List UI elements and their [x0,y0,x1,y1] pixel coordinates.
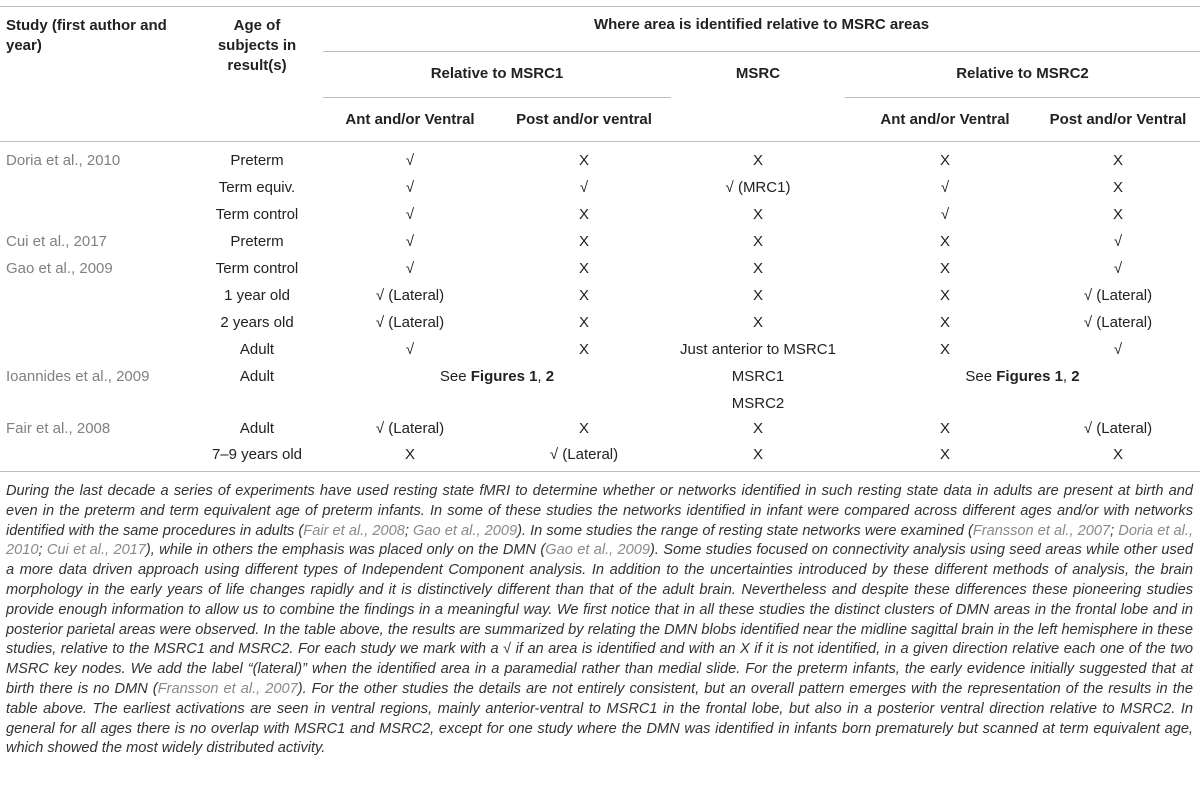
header-rule [0,141,1200,142]
age-cell: Preterm [230,233,284,250]
msrc-cell: X [752,233,763,250]
caption-text: ; [404,522,414,539]
msrc2-ant-cell: X [939,260,950,277]
msrc2-ant-cell: X [939,314,950,331]
table-row [0,415,1200,442]
msrc2-ant-cell: X [939,341,950,358]
caption-text: ). In some studies the range of resting state networks were examined ( [517,522,973,539]
where-rule [323,51,1200,52]
header-msrc: MSRC [735,65,781,82]
msrc2-ant-cell: √ [940,179,950,196]
citation-link[interactable]: Gao et al., 2009 [413,522,518,539]
msrc1-post-cell: √ (Lateral) [549,446,619,463]
age-cell: Adult [239,368,275,385]
study-cell: Ioannides et al., 2009 [6,368,150,385]
msrc1-post-cell: X [578,206,589,223]
msrc-cell: X [752,314,763,331]
header-relative-msrc2: Relative to MSRC2 [956,65,1089,82]
msrc1-ant-cell: √ (Lateral) [375,420,445,437]
citation-link[interactable]: Gao et al., 2009 [545,542,651,559]
age-cell: Term control [215,260,299,277]
age-cell: Term control [215,206,299,223]
study-cell: Cui et al., 2017 [6,233,107,250]
msrc1-post-cell: X [578,314,589,331]
msrc-cell: Just anterior to MSRC1 [680,341,836,358]
msrc1-post-cell: X [578,287,589,304]
header-where: Where area is identified relative to MSRC areas [593,16,930,33]
msrc-cell: X [752,420,763,437]
header-msrc2-post: Post and/or Ventral [1049,111,1187,128]
bottom-rule [0,471,1200,472]
msrc-cell: X [752,446,763,463]
table-row [0,174,1200,201]
table-row [0,363,1200,417]
table-row [0,309,1200,336]
header-relative-msrc1: Relative to MSRC1 [430,65,564,82]
table-row [0,201,1200,228]
caption-text: ; [38,542,47,559]
msrc2-ant-cell: X [939,233,950,250]
msrc2-post-cell: √ [1113,233,1123,250]
msrc1-ant-cell: √ [405,260,415,277]
msrc1-post-cell: X [578,420,589,437]
msrc1-ant-cell: √ [405,341,415,358]
msrc1-post-cell: X [578,260,589,277]
table-caption [6,482,1193,759]
msrc2-ant-cell: √ [940,206,950,223]
top-rule [0,6,1200,7]
citation-link[interactable]: Fransson et al., 2007 [157,680,298,697]
table-row [0,255,1200,282]
age-cell: 7–9 years old [211,446,303,463]
msrc2-ant-cell: X [939,152,950,169]
msrc1-ant-cell: X [404,446,415,463]
msrc-cell: X [752,287,763,304]
age-cell: 1 year old [224,287,290,304]
header-msrc2-ant: Ant and/or Ventral [880,111,1010,128]
msrc1-ant-cell: √ (Lateral) [375,287,445,304]
caption-text: ; [1110,522,1119,539]
msrc2-ant-cell: X [939,446,950,463]
study-cell: Doria et al., 2010 [6,152,121,169]
msrc2-post-cell: X [1112,152,1123,169]
table-row [0,441,1200,468]
msrc2-post-cell: X [1112,206,1123,223]
msrc2-post-cell: √ (Lateral) [1083,420,1153,437]
msrc2-post-cell: X [1112,179,1123,196]
msrc-cell-second: MSRC2 [731,395,785,412]
msrc-cell: √ (MRC1) [725,179,791,196]
msrc1-ant-cell: √ [405,152,415,169]
age-cell: Term equiv. [218,179,296,196]
msrc1-post-cell: X [578,341,589,358]
msrc2-ant-cell: X [939,420,950,437]
msrc1-ant-cell: √ [405,206,415,223]
relative-rule-1 [323,97,671,98]
age-cell: Adult [239,341,275,358]
table-row [0,228,1200,255]
age-cell: Preterm [230,152,284,169]
figure-ref: 2 [545,368,555,385]
age-cell: Adult [239,420,275,437]
study-cell: Fair et al., 2008 [6,420,111,437]
figure-ref: Figures 1 [470,368,538,385]
see-separator: , [1062,368,1072,385]
citation-link[interactable]: Cui et al., 2017 [46,542,146,559]
figure-ref: Figures 1 [996,368,1063,385]
citation-link[interactable]: Fransson et al., 2007 [972,522,1111,539]
citation-link[interactable]: Doria et al., 2010 [6,522,1194,559]
caption-text: ). For the other studies the details are not entirely consistent, but an overall pattern emerges with the representation of the results in the table above. The earliest activations are seen in ventral regions, mainly anterior-ventral to MSRC1 in the frontal lobe, but also in a posterior ventral direction relative to MSRC2. In general for all ages there is no overlap with MSRC1 and MSRC2, except for one study where the DMN was identified in infants born prematurely but scanned at term equivalent age, which showed the most widely distributed activity. [6,680,1193,757]
caption-text: ), while in others the emphasis was placed only on the DMN ( [145,542,546,559]
study-cell: Gao et al., 2009 [6,260,113,277]
msrc-cell: X [752,260,763,277]
relative-rule-2 [845,97,1200,98]
msrc1-ant-cell: √ [405,233,415,250]
caption-text: ). Some studies focused on connectivity analysis using seed areas while other used a more data driven approach using different types of Independent Component analysis. In addition to the uncertainties introduced by these different methods of analysis, the brain morphology in the early years of life changes rapidly and it is distinctively different than that of the adult brain. Nevertheless and despite these differences these pioneering studies provide enough information to allow us to combine the findings in a meaningful way. We first notice that in all these studies the distinct clusters of DMN areas in the frontal lobe and in posterior parietal areas were observed. In the table above, the results are summarized by relating the DMN blobs identified near the midline sagittal brain in the left hemisphere in these studies, relative to the MSRC1 and MSRC2. For each study we mark with a √ if an area is identified and with an X if it is not identified, in a given direction relative each one of the two MSRC key nodes. We add the label “(lateral)” when the identified area in a paramedial rather than medial slide. For the preterm infants, the early evidence initially suggested that at birth there is no DMN ( [6,542,1193,697]
figure-ref: 2 [1071,368,1080,385]
msrc1-ant-cell: √ (Lateral) [375,314,445,331]
msrc2-post-cell: √ [1113,341,1123,358]
header-msrc1-post: Post and/or ventral [516,111,652,128]
header-msrc1-ant: Ant and/or Ventral [345,111,475,128]
msrc1-ant-cell: √ [405,179,415,196]
see-prefix: See [439,368,471,385]
msrc2-post-cell: √ (Lateral) [1083,287,1153,304]
age-cell: 2 years old [220,314,294,331]
table-row [0,282,1200,309]
msrc2-ant-cell: X [939,287,950,304]
msrc1-post-cell: √ [579,179,589,196]
msrc2-post-cell: √ (Lateral) [1083,314,1153,331]
see-figures-msrc1 [323,363,671,390]
msrc-cell: MSRC1 [731,368,785,385]
see-separator: , [537,368,546,385]
caption-text: During the last decade a series of experiments have used resting state fMRI to determine whether or networks identified in such resting state data in adults are present at birth and even in the preterm and term equivalent age of preterm infants. In some of these studies the networks identified in infant were compared across different ages and/or with networks identified with the same procedures in adults ( [6,483,1193,539]
msrc2-post-cell: √ [1113,260,1123,277]
msrc-cell: X [752,206,763,223]
see-prefix: See [965,368,997,385]
msrc1-post-cell: X [578,152,589,169]
citation-link[interactable]: Fair et al., 2008 [303,522,405,539]
table-row [0,336,1200,363]
table-row [0,147,1200,174]
header-study: Study (first author and year) [6,17,167,54]
msrc1-post-cell: X [578,233,589,250]
msrc2-post-cell: X [1112,446,1123,463]
msrc-cell: X [752,152,763,169]
see-figures-msrc2 [845,363,1200,390]
header-age: Age of subjects in result(s) [217,17,297,74]
